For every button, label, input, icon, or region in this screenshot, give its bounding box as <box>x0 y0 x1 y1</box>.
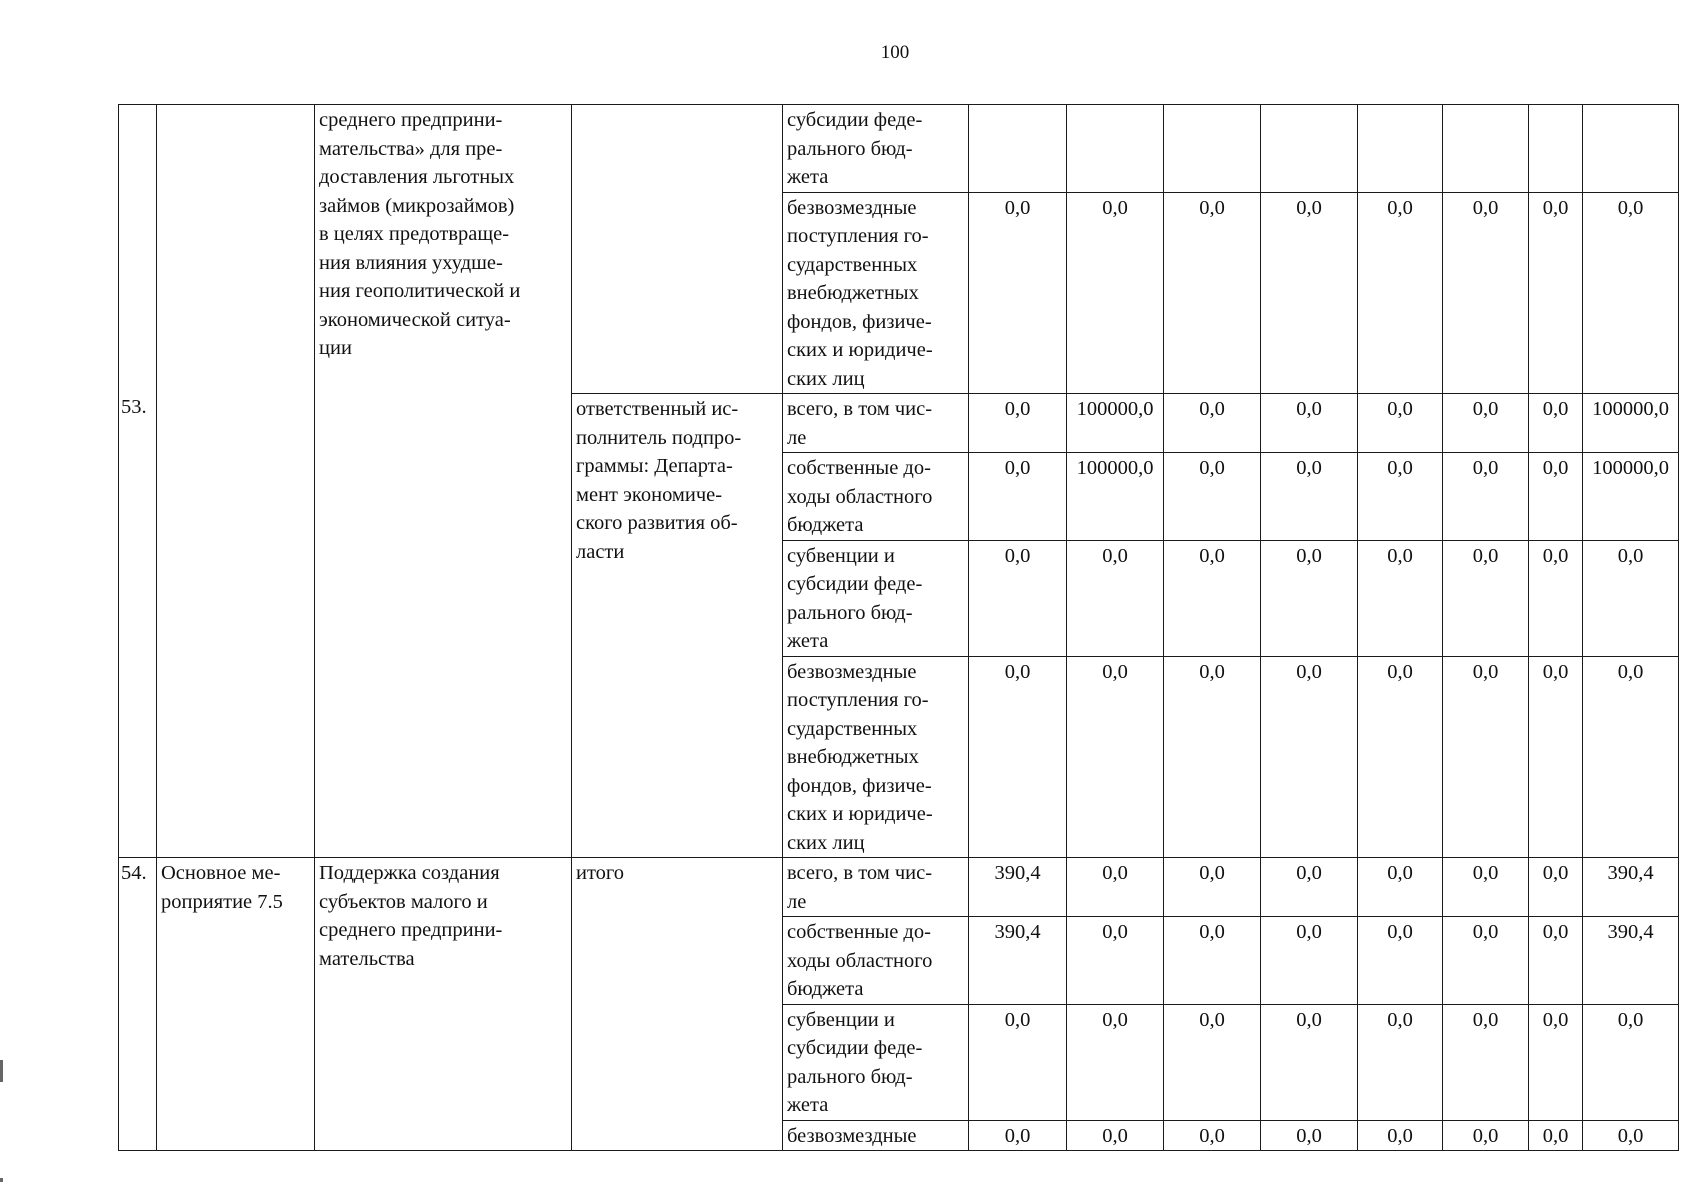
value-cell: 0,0 <box>1583 1120 1679 1151</box>
value-cell: 0,0 <box>1443 453 1529 541</box>
activity-name-cell: Поддержка создания субъектов малого и среднего предприни- мательства <box>315 858 572 1151</box>
value-cell: 0,0 <box>1261 394 1358 453</box>
activity-name-cell: среднего предприни- мательства» для пре- доставления льготных займов (микрозаймов) в целях предотвраще- ния влияния ухудше- ния геополитической и экономической ситуа- ции <box>315 105 572 858</box>
funding-source-cell: субвенции и субсидии феде- рального бюд- жета <box>783 1004 969 1120</box>
value-cell: 0,0 <box>1358 540 1443 656</box>
value-cell: 100000,0 <box>1067 453 1164 541</box>
funding-source-cell: субсидии феде- рального бюд- жета <box>783 105 969 193</box>
value-cell: 0,0 <box>1358 192 1443 394</box>
funding-source-cell: безвозмездные <box>783 1120 969 1151</box>
value-cell: 0,0 <box>1164 917 1261 1005</box>
executor-cell: ответственный ис- полнитель подпро- граммы: Департа- мент экономиче- ского развития об- ласти <box>572 394 783 858</box>
value-cell: 0,0 <box>1261 858 1358 917</box>
value-cell: 0,0 <box>1443 540 1529 656</box>
value-cell <box>1443 105 1529 193</box>
value-cell: 0,0 <box>1358 1004 1443 1120</box>
value-cell: 0,0 <box>1261 453 1358 541</box>
value-cell: 100000,0 <box>1583 394 1679 453</box>
budget-table <box>118 104 1679 1151</box>
value-cell: 390,4 <box>1583 917 1679 1005</box>
value-cell: 0,0 <box>969 453 1067 541</box>
value-cell: 0,0 <box>1443 192 1529 394</box>
value-cell <box>1164 105 1261 193</box>
value-cell: 0,0 <box>1583 656 1679 858</box>
value-cell: 0,0 <box>1529 394 1583 453</box>
value-cell: 0,0 <box>969 656 1067 858</box>
value-cell: 0,0 <box>1443 394 1529 453</box>
funding-source-cell: субвенции и субсидии феде- рального бюд- жета <box>783 540 969 656</box>
executor-cell <box>572 105 783 394</box>
value-cell: 0,0 <box>969 394 1067 453</box>
value-cell: 0,0 <box>1358 394 1443 453</box>
value-cell: 0,0 <box>1443 858 1529 917</box>
value-cell: 0,0 <box>1529 1120 1583 1151</box>
value-cell: 0,0 <box>1443 1004 1529 1120</box>
value-cell: 0,0 <box>1164 1120 1261 1151</box>
funding-source-cell: собственные до- ходы областного бюджета <box>783 917 969 1005</box>
value-cell <box>1067 105 1164 193</box>
table-row <box>119 105 1679 193</box>
value-cell: 0,0 <box>1164 858 1261 917</box>
page-number: 100 <box>880 42 910 63</box>
value-cell: 0,0 <box>1529 1004 1583 1120</box>
value-cell: 0,0 <box>1067 192 1164 394</box>
value-cell: 0,0 <box>1358 1120 1443 1151</box>
value-cell: 0,0 <box>969 540 1067 656</box>
value-cell: 0,0 <box>1164 192 1261 394</box>
value-cell: 0,0 <box>1067 1004 1164 1120</box>
value-cell <box>1261 105 1358 193</box>
funding-source-cell: безвозмездные поступления го- сударственных внебюджетных фондов, физиче- ских и юридиче- ских лиц <box>783 192 969 394</box>
activity-cell: Основное ме- роприятие 7.5 <box>157 858 315 1151</box>
executor-cell: итого <box>572 858 783 1151</box>
value-cell: 0,0 <box>969 192 1067 394</box>
value-cell: 0,0 <box>1358 656 1443 858</box>
value-cell <box>1358 105 1443 193</box>
funding-source-cell: всего, в том чис- ле <box>783 858 969 917</box>
scan-edge-mark <box>0 1178 3 1182</box>
value-cell: 0,0 <box>1067 540 1164 656</box>
value-cell: 0,0 <box>1067 858 1164 917</box>
value-cell: 390,4 <box>969 858 1067 917</box>
funding-source-cell: всего, в том чис- ле <box>783 394 969 453</box>
value-cell: 0,0 <box>1164 540 1261 656</box>
value-cell: 0,0 <box>1529 656 1583 858</box>
value-cell: 0,0 <box>1583 192 1679 394</box>
activity-cell <box>157 105 315 858</box>
value-cell: 0,0 <box>969 1004 1067 1120</box>
row-number: 53. <box>121 396 147 418</box>
value-cell: 0,0 <box>1164 394 1261 453</box>
value-cell: 0,0 <box>1583 540 1679 656</box>
value-cell: 0,0 <box>1261 656 1358 858</box>
row-number-cell: 54. <box>119 858 157 1151</box>
value-cell: 0,0 <box>1583 1004 1679 1120</box>
value-cell: 0,0 <box>1443 656 1529 858</box>
value-cell: 0,0 <box>1529 453 1583 541</box>
value-cell <box>1529 105 1583 193</box>
value-cell: 390,4 <box>969 917 1067 1005</box>
row-number-cell <box>119 105 157 858</box>
value-cell: 0,0 <box>1443 917 1529 1005</box>
value-cell: 0,0 <box>1261 540 1358 656</box>
value-cell: 0,0 <box>1067 656 1164 858</box>
value-cell: 0,0 <box>1164 1004 1261 1120</box>
funding-source-cell: собственные до- ходы областного бюджета <box>783 453 969 541</box>
table-row <box>119 858 1679 917</box>
value-cell: 0,0 <box>1261 1120 1358 1151</box>
value-cell: 0,0 <box>1358 917 1443 1005</box>
value-cell: 100000,0 <box>1583 453 1679 541</box>
value-cell: 0,0 <box>1529 858 1583 917</box>
value-cell <box>1583 105 1679 193</box>
value-cell: 0,0 <box>1358 453 1443 541</box>
value-cell: 0,0 <box>1261 192 1358 394</box>
value-cell <box>969 105 1067 193</box>
value-cell: 0,0 <box>1164 656 1261 858</box>
value-cell: 100000,0 <box>1067 394 1164 453</box>
value-cell: 0,0 <box>1067 1120 1164 1151</box>
value-cell: 390,4 <box>1583 858 1679 917</box>
value-cell: 0,0 <box>1529 192 1583 394</box>
value-cell: 0,0 <box>1358 858 1443 917</box>
value-cell: 0,0 <box>1443 1120 1529 1151</box>
funding-source-cell: безвозмездные поступления го- сударственных внебюджетных фондов, физиче- ских и юридиче- ских лиц <box>783 656 969 858</box>
value-cell: 0,0 <box>1067 917 1164 1005</box>
value-cell: 0,0 <box>1164 453 1261 541</box>
value-cell: 0,0 <box>969 1120 1067 1151</box>
value-cell: 0,0 <box>1529 917 1583 1005</box>
value-cell: 0,0 <box>1261 917 1358 1005</box>
scan-edge-mark <box>0 1060 3 1082</box>
value-cell: 0,0 <box>1529 540 1583 656</box>
value-cell: 0,0 <box>1261 1004 1358 1120</box>
